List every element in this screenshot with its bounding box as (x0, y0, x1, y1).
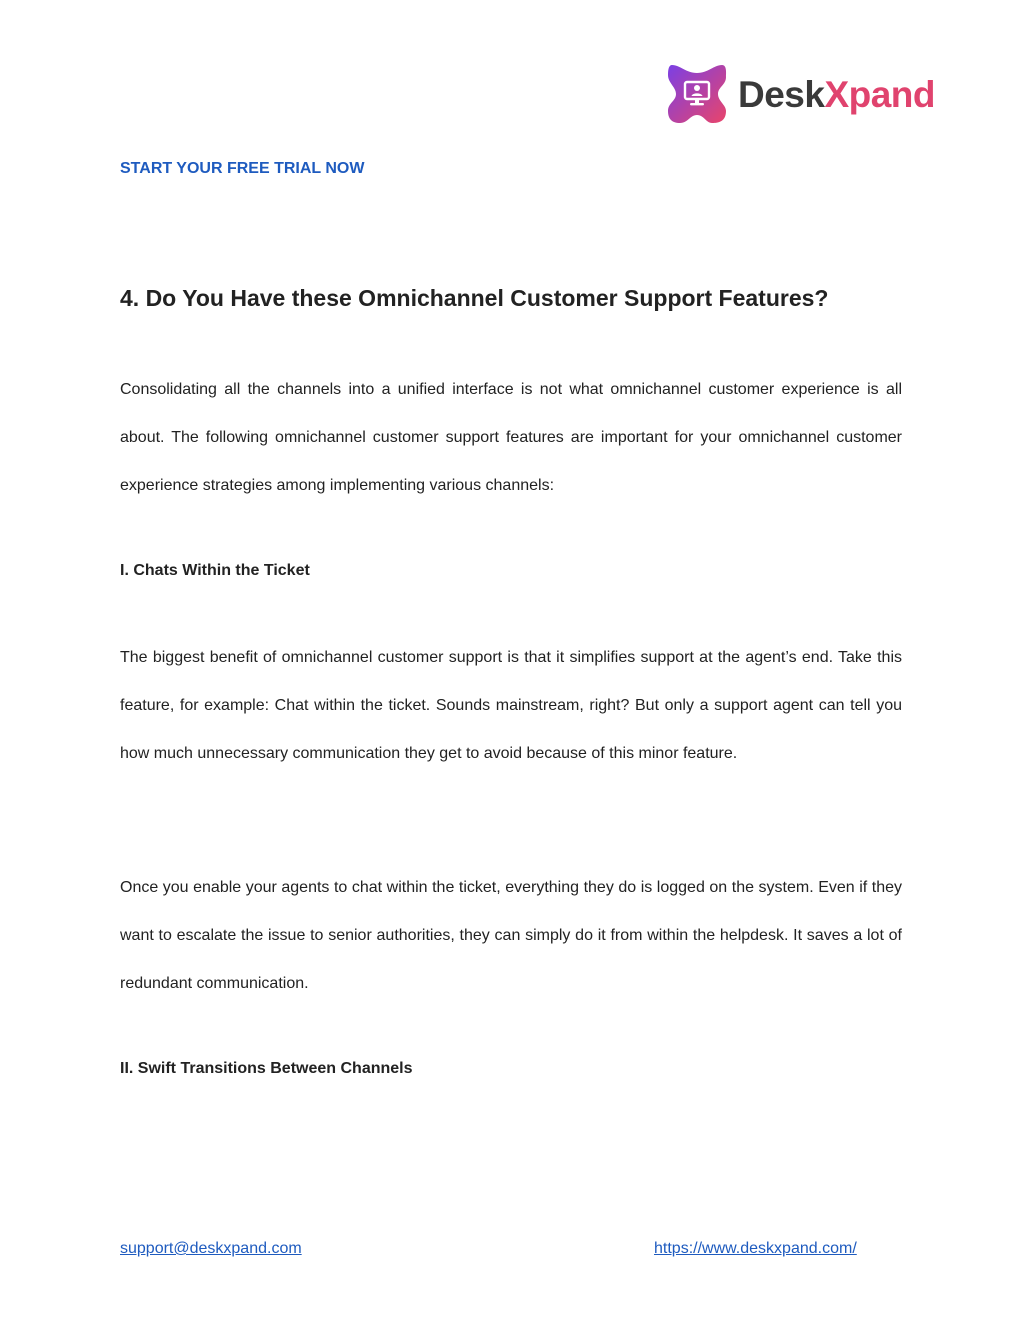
brand-logo (664, 60, 954, 128)
chats-paragraph-1: The biggest benefit of omnichannel customer support is that it simplifies support at the agent’s end. Take this feature, for example: Chat within the ticket. Sounds mainstream, right? But only a support agent can tell you how much unnecessary communication they get to avoid because of this minor feature. (120, 649, 902, 762)
website-link[interactable]: https://www.deskxpand.com/ (654, 1240, 857, 1257)
brand-name-desk: Desk (738, 73, 825, 115)
support-email-link[interactable]: support@deskxpand.com (120, 1240, 302, 1257)
brand-name-xpand: Xpand (824, 73, 936, 115)
free-trial-link[interactable]: START YOUR FREE TRIAL NOW (120, 160, 365, 177)
chats-paragraph-2: Once you enable your agents to chat within the ticket, everything they do is logged on the system. Even if they want to escalate the issue to senior authorities, they can simply do it from within the helpdesk. It saves a lot of redundant communication. (120, 879, 902, 992)
monitor-user-icon (664, 61, 730, 127)
section-title-transitions: II. Swift Transitions Between Channels (120, 1060, 413, 1077)
intro-paragraph: Consolidating all the channels into a unified interface is not what omnichannel customer experience is all about. The following omnichannel customer support features are important for your omnichannel customer experience strategies among implementing various channels: (120, 381, 902, 494)
section-title-chats: I. Chats Within the Ticket (120, 562, 310, 579)
article-heading: 4. Do You Have these Omnichannel Customer Support Features? (120, 285, 829, 311)
brand-wordmark (738, 73, 936, 115)
